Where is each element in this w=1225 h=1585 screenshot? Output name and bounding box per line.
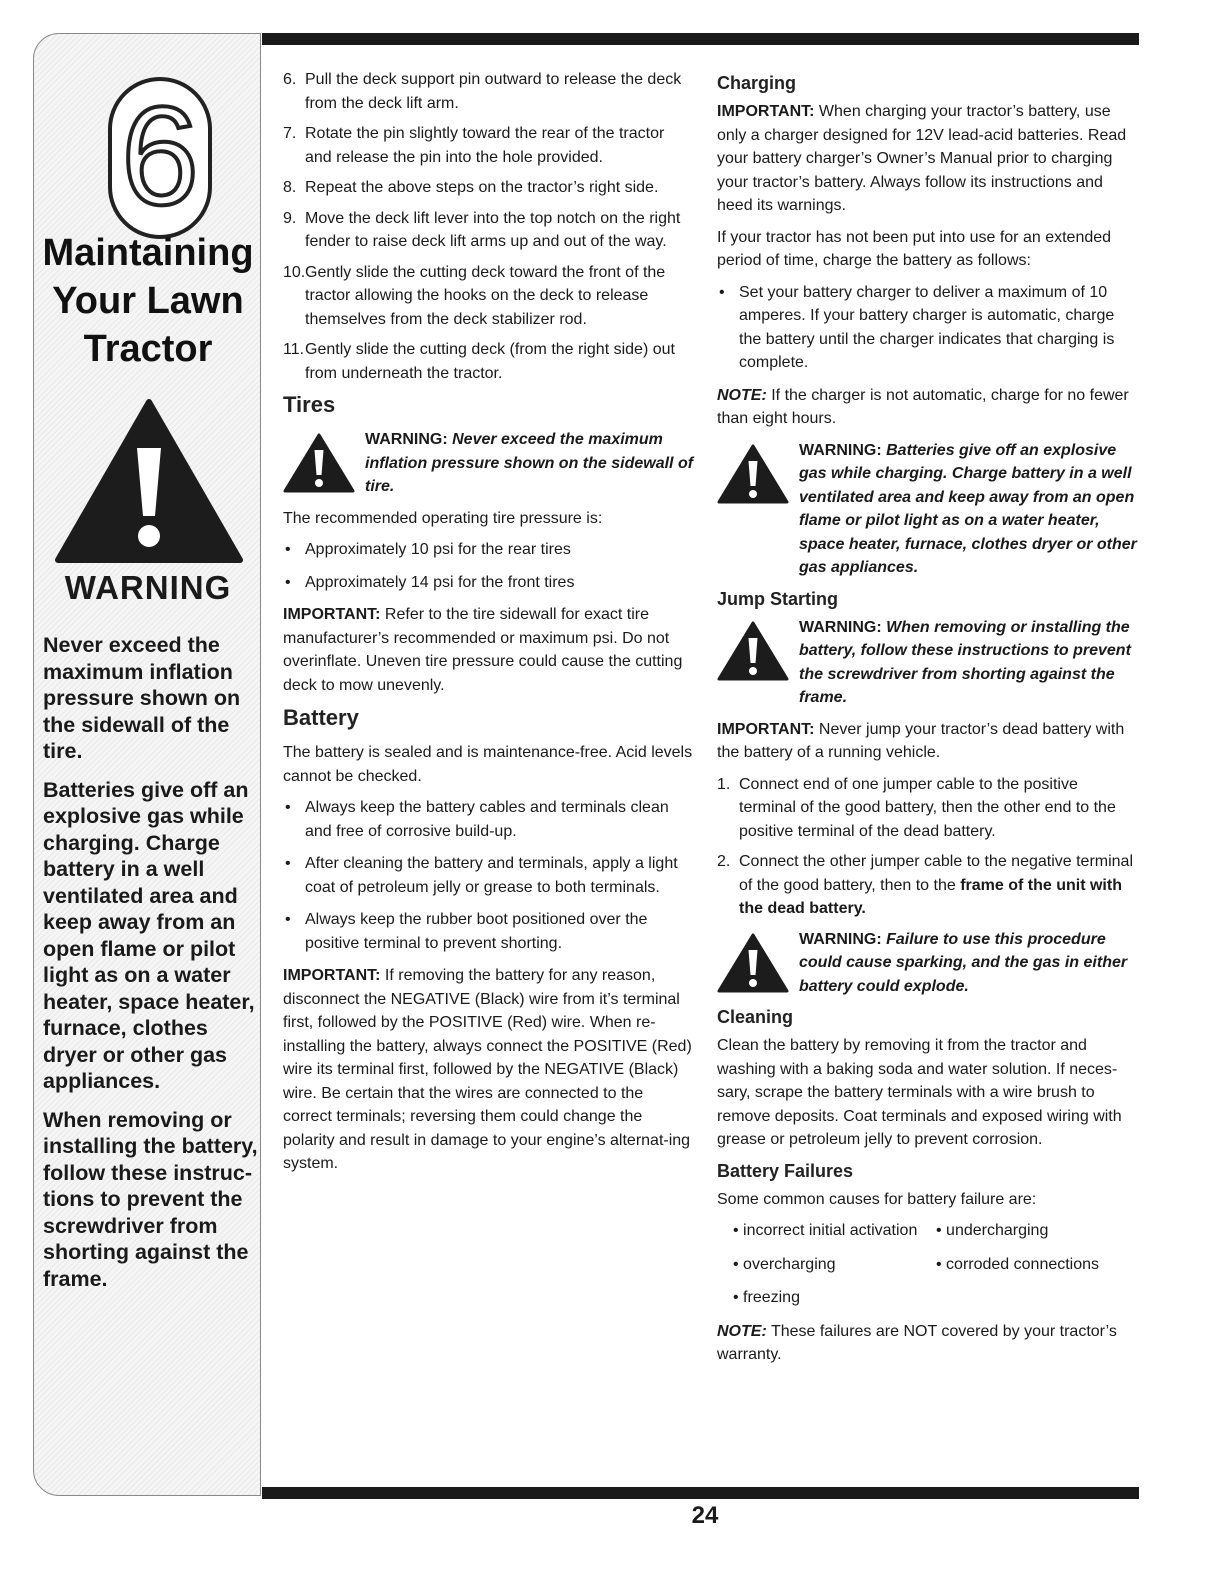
step-text: Move the deck lift lever into the top notch on the right fender to raise deck lift arms up and out of the way. (305, 209, 681, 250)
failures-note (717, 1320, 1139, 1367)
important-text: Refer to the tire sidewall for exact tire manufacturer’s recommended or maximum psi. Do not overinflate. Uneven tire pressure could cause the cutting deck to mow unevenly. (283, 606, 683, 694)
sidebar-warnings (43, 632, 258, 1304)
charging-heading: Charging (717, 73, 796, 93)
important-label: IMPORTANT: (717, 720, 815, 738)
warning-triangle-icon (717, 620, 789, 682)
list-item (283, 908, 695, 955)
bullet-icon: • (719, 283, 725, 301)
step-text: Gently slide the cutting deck (from the right side) out from underneath the tractor. (305, 341, 675, 382)
chapter-number: 6 (108, 77, 212, 239)
tires-warning (283, 428, 695, 499)
sidebar-warning-text: Batteries give off an explosive gas while charging. Charge battery in a well ventilated area and keep away from an open flame or pilot light as on a water heater, space heater, furnace, clothes dryer or other gas appliances. (43, 777, 255, 1093)
warning-heading: WARNING (64, 569, 232, 606)
sidebar-warning-text: Never exceed the maximum inflation pressure shown on the sidewall of the tire. (43, 633, 241, 763)
list-item (283, 852, 695, 899)
bullet-icon: • (285, 541, 291, 558)
bullet-text: Always keep the rubber boot positioned over the positive terminal to prevent shorting. (305, 911, 648, 952)
important-label: IMPORTANT: (283, 967, 381, 984)
failures-list (717, 1219, 1139, 1310)
list-item (717, 773, 1139, 844)
step-number: 11. (283, 341, 305, 358)
battery-intro: The battery is sealed and is maintenance-free. Acid levels cannot be checked. (283, 744, 693, 785)
chapter-title-line: Tractor (83, 328, 213, 370)
step-number: 6. (283, 71, 297, 88)
jump-starting-heading: Jump Starting (717, 588, 839, 609)
step-number: 9. (283, 209, 297, 227)
sidebar-warning-text: When removing or installing the battery, follow these instruc-tions to prevent the screwdriver from shorting against the frame. (43, 1107, 258, 1291)
battery-important (283, 964, 695, 1176)
list-item: • overcharging (733, 1255, 836, 1273)
charging-important (717, 100, 1139, 218)
important-text: When charging your tractor’s battery, use only a charger designed for 12V lead-acid batteries. Read your battery charger’s Owner’s Manual prior to charging your tractor’s battery. Always follow its instructions and heed its warnings. (717, 103, 1127, 214)
note-label: NOTE: (717, 1322, 767, 1340)
important-label: IMPORTANT: (283, 606, 381, 623)
tires-intro: The recommended operating tire pressure is: (283, 509, 603, 527)
warning-label: WARNING: (799, 441, 882, 459)
list-item: • undercharging (936, 1222, 1049, 1239)
warning-text: Failure to use this procedure could cause sparking, and the gas in either battery could explode. (799, 930, 1128, 995)
list-item (283, 571, 695, 595)
note-text: If the charger is not automatic, charge for no fewer than eight hours. (717, 386, 1129, 427)
bullet-icon: • (285, 799, 291, 816)
step-text-bold: frame of the unit with the dead battery. (739, 876, 1122, 917)
list-item (717, 281, 1139, 375)
charging-para: If your tractor has not been put into use for an extended period of time, charge the battery as follows: (717, 228, 1112, 269)
step-number: 1. (717, 775, 731, 793)
tires-important (283, 603, 695, 697)
list-item (717, 850, 1139, 921)
cleaning-heading: Cleaning (717, 1007, 794, 1027)
important-text: Never jump your tractor’s dead battery with the battery of a running vehicle. (717, 720, 1125, 761)
step-text: Gently slide the cutting deck toward the front of the tractor allowing the hooks on the deck to release themselves from the deck stabilizer rod. (305, 263, 666, 328)
step-text: Rotate the pin slightly toward the rear of the tractor and release the pin into the hole provided. (305, 125, 665, 166)
step-number: 8. (283, 179, 297, 196)
step-number: 7. (283, 125, 297, 142)
important-text: If removing the battery for any reason, disconnect the NEGATIVE (Black) wire from it’s terminal first, followed by the POSITIVE (Red) wire. When re-installing the battery, always connect the POSITIVE (Red) wire its terminal first, followed by the NEGATIVE (Black) wire. Be certain that the wires are connected to the correct terminals; reversing them could change the polarity and result in damage to your engine’s alternat-ing system. (283, 967, 692, 1172)
step-text: Connect end of one jumper cable to the positive terminal of the good battery, then the other end to the positive terminal of the dead battery. (739, 775, 1116, 840)
note-label: NOTE: (717, 386, 767, 404)
battery-failures-heading: Battery Failures (717, 1160, 854, 1181)
jump-important (717, 718, 1139, 765)
list-item (283, 176, 695, 200)
warning-label: WARNING: (799, 930, 882, 948)
charging-note (717, 384, 1139, 431)
chapter-title (34, 229, 262, 373)
page-number: 24 (691, 1502, 719, 1529)
list-item (283, 796, 695, 843)
bullet-icon: • (285, 855, 291, 872)
step-number: 10. (283, 263, 306, 281)
chapter-title-line: Maintaining (42, 232, 254, 274)
bullet-icon: • (285, 911, 291, 928)
warning-text: Never exceed the maximum inflation pressure shown on the sidewall of tire. (365, 431, 694, 495)
bullet-text: Approximately 10 psi for the rear tires (305, 541, 571, 558)
charging-warning (717, 439, 1139, 580)
step-text: Connect the other jumper cable to the negative terminal of the good battery, then to the (739, 853, 1134, 894)
bullet-text: Always keep the battery cables and terminals clean and free of corrosive build-up. (305, 799, 669, 840)
bullet-text: Set your battery charger to deliver a maximum of 10 amperes. If your battery charger is automatic, charge the battery until the charger indicates that charging is complete. (739, 283, 1115, 371)
list-item (283, 122, 695, 169)
important-label: IMPORTANT: (717, 103, 815, 120)
bullet-text: Approximately 14 psi for the front tires (305, 573, 575, 591)
warning-text: Batteries give off an explosive gas while charging. Charge battery in a well ventilated area and keep away from an open flame or pilot light as on a water heater, space heater, furnace, clothes dryer or other gas appliances. (799, 441, 1137, 576)
list-item (283, 261, 695, 332)
warning-triangle-icon (283, 432, 355, 494)
top-rule (262, 33, 1139, 45)
list-item (283, 338, 695, 385)
warning-label: WARNING: (365, 431, 448, 448)
warning-triangle-icon (54, 396, 244, 566)
bottom-rule (262, 1487, 1139, 1499)
warning-text: When removing or installing the battery, follow these instructions to prevent the screwdriver from shorting against the frame. (799, 618, 1131, 706)
list-item: • freezing (733, 1289, 800, 1306)
list-item (283, 538, 695, 562)
chapter-title-line: Your Lawn (52, 280, 244, 322)
note-text: These failures are NOT covered by your tractor’s warranty. (717, 1322, 1117, 1363)
list-item (283, 68, 695, 115)
warning-label: WARNING: (799, 618, 882, 636)
cleaning-text: Clean the battery by removing it from the tractor and washing with a baking soda and water solution. If neces-sary, scrape the battery terminals with a wire brush to remove deposits. Coat terminals and exposed wiring with grease or petroleum jelly to prevent corrosion. (717, 1037, 1122, 1148)
warning-triangle-icon (717, 932, 789, 994)
list-item (283, 207, 695, 254)
warning-triangle-icon (717, 443, 789, 505)
list-item: • incorrect initial activation (733, 1222, 918, 1239)
jump-warning (717, 616, 1139, 710)
chapter-sidebar (33, 33, 261, 1496)
jump-warning-2 (717, 928, 1139, 999)
step-number: 2. (717, 853, 731, 870)
battery-heading: Battery (283, 705, 359, 730)
step-text: Pull the deck support pin outward to release the deck from the deck lift arm. (305, 71, 682, 112)
middle-column (283, 68, 695, 1184)
tires-heading: Tires (283, 392, 336, 417)
bullet-icon: • (285, 573, 291, 591)
step-text: Repeat the above steps on the tractor’s right side. (305, 179, 659, 196)
failures-intro: Some common causes for battery failure are: (717, 1190, 1037, 1208)
right-column (717, 68, 1139, 1375)
list-item: • corroded connections (936, 1255, 1100, 1273)
bullet-text: After cleaning the battery and terminals, apply a light coat of petroleum jelly or grease to both terminals. (305, 855, 678, 896)
